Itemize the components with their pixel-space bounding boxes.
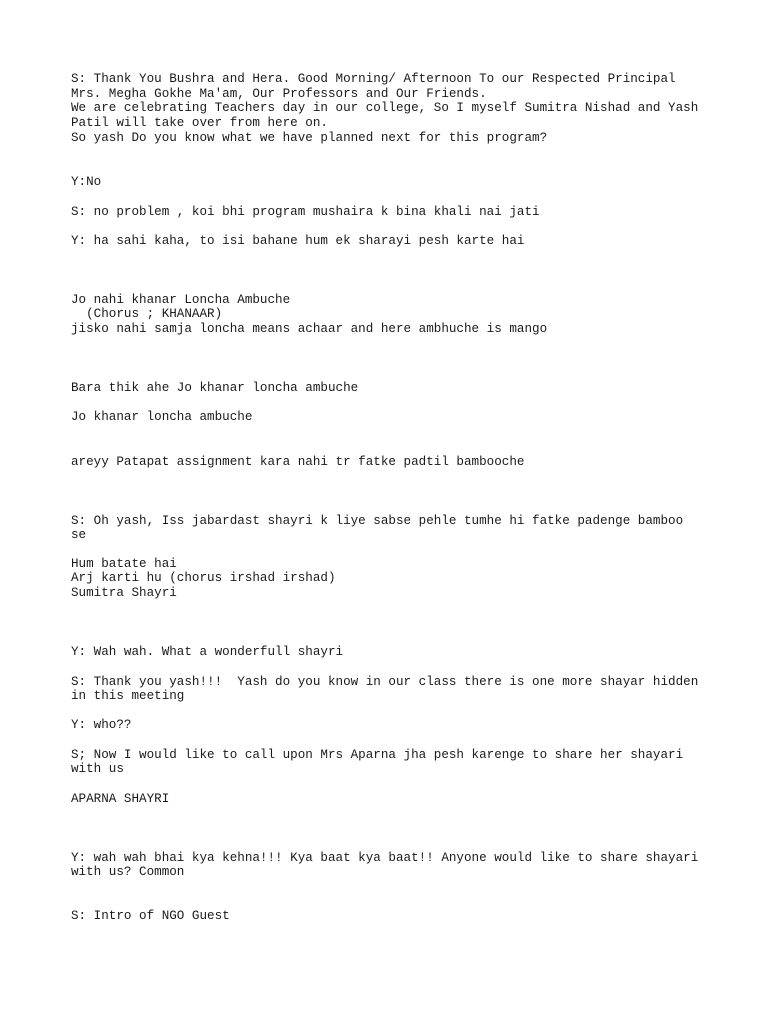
text-line: Arj karti hu (chorus irshad irshad) — [71, 571, 336, 585]
text-line: in this meeting — [71, 689, 185, 703]
text-line: se — [71, 528, 87, 542]
text-line: areyy Patapat assignment kara nahi tr fatke padtil bambooche — [71, 455, 525, 469]
text-line: S: Oh yash, Iss jabardast shayri k liye sabse pehle tumhe hi fatke padenge bamboo — [71, 514, 684, 528]
text-line: jisko nahi samja loncha means achaar and here ambhuche is mango — [71, 322, 548, 336]
text-line: S: no problem , koi bhi program mushaira k bina khali nai jati — [71, 205, 540, 219]
text-line: Y: ha sahi kaha, to isi bahane hum ek sharayi pesh karte hai — [71, 234, 525, 248]
text-line: S: Intro of NGO Guest — [71, 909, 230, 923]
text-line: Y: Wah wah. What a wonderfull shayri — [71, 645, 344, 659]
text-line: (Chorus ; KHANAAR) — [71, 307, 223, 321]
text-line: Patil will take over from here on. — [71, 116, 328, 130]
text-line: Y: wah wah bhai kya kehna!!! Kya baat kya baat!! Anyone would like to share shayari — [71, 851, 699, 865]
text-line: Jo nahi khanar Loncha Ambuche — [71, 293, 291, 307]
text-line: S; Now I would like to call upon Mrs Aparna jha pesh karenge to share her shayari — [71, 748, 684, 762]
text-line: with us — [71, 762, 124, 776]
text-line: S: Thank You Bushra and Hera. Good Morning/ Afternoon To our Respected Principal — [71, 72, 676, 86]
text-line: Hum batate hai — [71, 557, 177, 571]
text-line: APARNA SHAYRI — [71, 792, 170, 806]
text-line: Sumitra Shayri — [71, 586, 177, 600]
text-line: Jo khanar loncha ambuche — [71, 410, 253, 424]
text-line: Y:No — [71, 175, 102, 189]
text-line: Bara thik ahe Jo khanar loncha ambuche — [71, 381, 359, 395]
text-line: S: Thank you yash!!! Yash do you know in our class there is one more shayar hidden — [71, 675, 699, 689]
text-line: Mrs. Megha Gokhe Ma'am, Our Professors and Our Friends. — [71, 87, 487, 101]
text-line: with us? Common — [71, 865, 185, 879]
text-line: We are celebrating Teachers day in our college, So I myself Sumitra Nishad and Yash — [71, 101, 699, 115]
text-line: So yash Do you know what we have planned next for this program? — [71, 131, 548, 145]
text-line: Y: who?? — [71, 718, 132, 732]
